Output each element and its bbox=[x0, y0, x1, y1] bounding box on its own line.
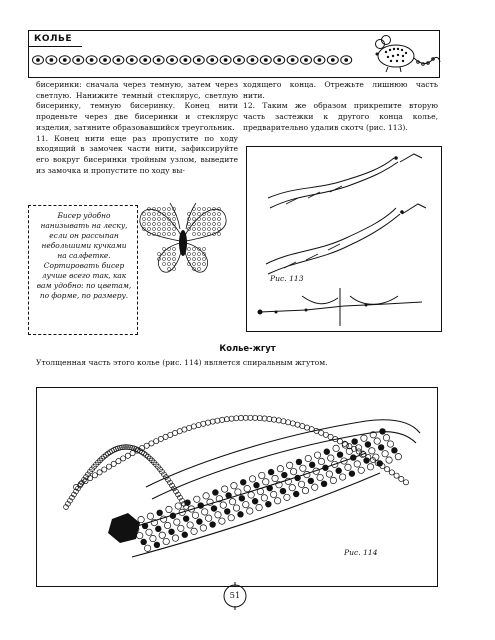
strand-bead bbox=[403, 480, 408, 485]
chain-bead-center bbox=[291, 59, 294, 62]
dark-bead bbox=[183, 515, 189, 521]
strand-bead bbox=[121, 456, 126, 461]
butterfly-bead bbox=[172, 252, 175, 255]
butterfly-bead bbox=[217, 222, 220, 225]
butterfly-bead bbox=[167, 262, 170, 265]
section-title: КОЛЬЕ bbox=[34, 34, 72, 44]
light-bead bbox=[175, 503, 181, 509]
butterfly-bead bbox=[162, 247, 165, 250]
tip-text bbox=[36, 211, 132, 301]
butterfly-bead bbox=[187, 247, 190, 250]
light-bead bbox=[274, 498, 280, 504]
light-bead bbox=[220, 502, 226, 508]
light-bead bbox=[302, 487, 308, 493]
dark-bead bbox=[365, 441, 371, 447]
light-bead bbox=[263, 479, 269, 485]
light-bead bbox=[192, 512, 198, 518]
butterfly-bead bbox=[212, 227, 215, 230]
dark-bead bbox=[268, 469, 274, 475]
butterfly-bead bbox=[167, 232, 170, 235]
butterfly-bead bbox=[162, 232, 165, 235]
dark-bead bbox=[391, 447, 397, 453]
chain-bead-center bbox=[264, 59, 267, 62]
butterfly-bead bbox=[202, 217, 205, 220]
strand-bead bbox=[102, 467, 107, 472]
strand-bead bbox=[220, 417, 225, 422]
butterfly-bead bbox=[192, 232, 195, 235]
dark-bead bbox=[182, 532, 188, 538]
strand-bead bbox=[281, 419, 286, 424]
tip-line: Бисер удобно нанизывать на леску, если он рассыпан небольшими кучками на салфетке. bbox=[40, 211, 128, 260]
butterfly-bead bbox=[192, 212, 195, 215]
butterfly-bead bbox=[217, 217, 220, 220]
light-bead bbox=[249, 476, 255, 482]
butterfly-bead bbox=[157, 232, 160, 235]
dark-bead bbox=[239, 495, 245, 501]
light-bead bbox=[272, 475, 278, 481]
light-bead bbox=[330, 477, 336, 483]
chain-bead-center bbox=[117, 59, 120, 62]
light-bead bbox=[138, 516, 144, 522]
chain-bead-center bbox=[345, 59, 348, 62]
light-bead bbox=[382, 451, 388, 457]
butterfly-bead bbox=[217, 212, 220, 215]
butterfly-bead bbox=[202, 247, 205, 250]
light-bead bbox=[244, 485, 250, 491]
light-bead bbox=[261, 495, 267, 501]
light-bead bbox=[298, 481, 304, 487]
butterfly-bead bbox=[172, 257, 175, 260]
dark-bead bbox=[337, 451, 343, 457]
strand-bead bbox=[106, 464, 111, 469]
light-bead bbox=[205, 515, 211, 521]
light-bead bbox=[147, 513, 153, 519]
chain-bead-center bbox=[331, 59, 334, 62]
butterfly-bead bbox=[197, 207, 200, 210]
light-bead bbox=[328, 455, 334, 461]
dark-bead bbox=[378, 444, 384, 450]
butterfly-bead bbox=[207, 232, 210, 235]
light-bead bbox=[172, 535, 178, 541]
figure-114-label: Рис. 114 bbox=[344, 548, 378, 557]
butterfly-bead bbox=[167, 207, 170, 210]
butterfly-bead bbox=[172, 227, 175, 230]
dark-bead bbox=[296, 459, 302, 465]
butterfly-bead bbox=[197, 227, 200, 230]
butterfly-bead bbox=[157, 212, 160, 215]
page-number: 51 bbox=[229, 590, 241, 600]
dark-bead bbox=[349, 470, 355, 476]
dark-bead bbox=[196, 518, 202, 524]
butterfly-bead bbox=[197, 212, 200, 215]
chain-bead-center bbox=[197, 59, 200, 62]
chain-bead-center bbox=[305, 59, 308, 62]
butterfly-bead bbox=[152, 227, 155, 230]
butterfly-bead bbox=[202, 207, 205, 210]
butterfly-bead bbox=[197, 217, 200, 220]
chain-bead-center bbox=[184, 59, 187, 62]
strand-bead bbox=[92, 473, 97, 478]
light-bead bbox=[229, 499, 235, 505]
butterfly-bead bbox=[187, 222, 190, 225]
dark-bead bbox=[156, 510, 162, 516]
butterfly-bead bbox=[172, 247, 175, 250]
butterfly-bead bbox=[217, 232, 220, 235]
light-bead bbox=[318, 458, 324, 464]
dark-bead bbox=[170, 513, 176, 519]
dark-bead bbox=[140, 539, 146, 545]
butterfly-bead bbox=[162, 217, 165, 220]
dark-bead bbox=[363, 457, 369, 463]
butterfly-bead bbox=[147, 217, 150, 220]
light-bead bbox=[374, 438, 380, 444]
bead-chain-ornament bbox=[30, 52, 360, 68]
chain-bead-center bbox=[50, 59, 53, 62]
strand-bead bbox=[116, 459, 121, 464]
light-bead bbox=[386, 457, 392, 463]
strand-bead bbox=[394, 473, 399, 478]
beaded-mouse-illustration bbox=[366, 32, 442, 74]
dark-bead bbox=[281, 472, 287, 478]
butterfly-bead bbox=[192, 257, 195, 260]
light-bead bbox=[317, 474, 323, 480]
tip-line: Сортировать бисер лучше всего так, как вам удобно: по цветам, по форме, по размеру. bbox=[36, 261, 132, 300]
light-bead bbox=[259, 472, 265, 478]
butterfly-bead bbox=[147, 227, 150, 230]
light-bead bbox=[270, 491, 276, 497]
chain-bead-center bbox=[77, 59, 80, 62]
butterfly-bead bbox=[212, 217, 215, 220]
light-bead bbox=[215, 512, 221, 518]
paragraph: 12. Таким же образом прикрепите вторую часть застежки к другого конца колье, предварительно удалив скотч (рис. 113). bbox=[243, 101, 438, 132]
chain-bead-center bbox=[130, 59, 133, 62]
butterfly-bead bbox=[167, 227, 170, 230]
dark-bead bbox=[237, 511, 243, 517]
dark-bead bbox=[209, 521, 215, 527]
light-bead bbox=[203, 493, 209, 499]
dark-bead bbox=[142, 523, 148, 529]
butterfly-bead bbox=[207, 217, 210, 220]
paragraph: 11. Конец нити еще раз пропустите по ходу входящий в замочек части нити, зафиксируйте его вокруг бисеринки тройным узлом, выведите из замочка и пропустите по ходу вы- bbox=[36, 133, 238, 175]
dark-bead bbox=[351, 438, 357, 444]
dark-bead bbox=[129, 520, 135, 526]
butterfly-bead bbox=[162, 207, 165, 210]
light-bead bbox=[342, 442, 348, 448]
butterfly-bead bbox=[152, 212, 155, 215]
butterfly-bead bbox=[142, 217, 145, 220]
light-bead bbox=[367, 464, 373, 470]
butterfly-bead bbox=[167, 267, 170, 270]
butterfly-bead bbox=[152, 217, 155, 220]
light-bead bbox=[233, 505, 239, 511]
light-bead bbox=[286, 462, 292, 468]
dark-bead bbox=[154, 542, 160, 548]
dark-bead bbox=[308, 478, 314, 484]
butterfly-bead bbox=[197, 257, 200, 260]
light-bead bbox=[289, 484, 295, 490]
light-bead bbox=[146, 529, 152, 535]
butterfly-bead bbox=[207, 207, 210, 210]
butterfly-bead bbox=[157, 252, 160, 255]
light-bead bbox=[247, 508, 253, 514]
chain-bead-center bbox=[63, 59, 66, 62]
dark-bead bbox=[309, 462, 315, 468]
butterfly-bead bbox=[162, 227, 165, 230]
butterfly-bead bbox=[197, 222, 200, 225]
butterfly-bead bbox=[172, 232, 175, 235]
butterfly-bead bbox=[162, 222, 165, 225]
intro-text: Утолщенная часть этого колье (рис. 114) является спиральным жгутом. bbox=[36, 358, 328, 367]
butterfly-bead bbox=[167, 212, 170, 215]
butterfly-bead bbox=[197, 252, 200, 255]
light-bead bbox=[387, 441, 393, 447]
dark-bead bbox=[280, 488, 286, 494]
light-bead bbox=[231, 482, 237, 488]
strand-bead bbox=[276, 418, 281, 423]
light-bead bbox=[358, 467, 364, 473]
strand-bead bbox=[337, 439, 342, 444]
butterfly-bead bbox=[197, 267, 200, 270]
dark-bead bbox=[324, 449, 330, 455]
dark-bead bbox=[168, 529, 174, 535]
dark-bead bbox=[267, 485, 273, 491]
chain-bead-center bbox=[211, 59, 214, 62]
butterfly-bead bbox=[147, 222, 150, 225]
chain-bead-center bbox=[90, 59, 93, 62]
dark-bead bbox=[155, 526, 161, 532]
butterfly-bead bbox=[202, 227, 205, 230]
butterfly-bead bbox=[207, 222, 210, 225]
strand-bead bbox=[271, 417, 276, 422]
chain-bead-center bbox=[278, 59, 281, 62]
dark-bead bbox=[184, 499, 190, 505]
dark-bead bbox=[335, 468, 341, 474]
light-bead bbox=[339, 474, 345, 480]
butterfly-bead bbox=[217, 227, 220, 230]
butterfly-bead bbox=[147, 212, 150, 215]
butterfly-bead bbox=[192, 252, 195, 255]
light-bead bbox=[312, 484, 318, 490]
dark-bead bbox=[265, 501, 271, 507]
chain-bead-center bbox=[157, 59, 160, 62]
butterfly-bead bbox=[192, 227, 195, 230]
right-column-text bbox=[243, 80, 438, 134]
light-bead bbox=[159, 532, 165, 538]
dark-bead bbox=[322, 465, 328, 471]
butterfly-bead bbox=[157, 222, 160, 225]
strand-bead bbox=[385, 467, 390, 472]
light-bead bbox=[163, 538, 169, 544]
light-bead bbox=[174, 519, 180, 525]
chain-bead-center bbox=[251, 59, 254, 62]
dark-bead bbox=[321, 481, 327, 487]
light-bead bbox=[202, 509, 208, 515]
chain-bead-center bbox=[104, 59, 107, 62]
butterfly-bead bbox=[197, 232, 200, 235]
strand-bead bbox=[389, 470, 394, 475]
dark-bead bbox=[252, 498, 258, 504]
paragraph: бисеринки: сначала через темную, затем через светлую. Нанижите темный стеклярус, светлую бисеринку, темную бисеринку. Конец нити проденьте через две бисеринки и стеклярус изделия, затяните образовавшийся треугольник. bbox=[36, 80, 238, 132]
light-bead bbox=[191, 528, 197, 534]
paragraph: ходящего конца. Отрежьте лишнюю часть нити. bbox=[243, 80, 438, 100]
light-bead bbox=[300, 465, 306, 471]
dark-bead bbox=[224, 508, 230, 514]
light-bead bbox=[200, 525, 206, 531]
light-bead bbox=[166, 506, 172, 512]
light-bead bbox=[221, 486, 227, 492]
light-bead bbox=[219, 518, 225, 524]
dark-bead bbox=[377, 460, 383, 466]
butterfly-bead bbox=[197, 262, 200, 265]
butterfly-bead bbox=[202, 262, 205, 265]
light-bead bbox=[256, 504, 262, 510]
light-bead bbox=[164, 522, 170, 528]
butterfly-bead bbox=[202, 257, 205, 260]
chain-bead-center bbox=[171, 59, 174, 62]
light-bead bbox=[326, 471, 332, 477]
butterfly-bead bbox=[212, 212, 215, 215]
light-bead bbox=[277, 466, 283, 472]
light-bead bbox=[228, 515, 234, 521]
butterfly-bead bbox=[167, 257, 170, 260]
butterfly-bead bbox=[172, 212, 175, 215]
chain-bead-center bbox=[37, 59, 40, 62]
light-bead bbox=[144, 545, 150, 551]
butterfly-bead bbox=[152, 222, 155, 225]
butterfly-bead bbox=[187, 252, 190, 255]
strand-bead bbox=[286, 420, 291, 425]
dark-bead bbox=[253, 482, 259, 488]
dark-bead bbox=[294, 475, 300, 481]
strand-bead bbox=[210, 419, 215, 424]
light-bead bbox=[194, 496, 200, 502]
light-bead bbox=[248, 492, 254, 498]
light-bead bbox=[178, 525, 184, 531]
butterfly-bead bbox=[157, 217, 160, 220]
strand-bead bbox=[205, 420, 210, 425]
butterfly-bead bbox=[192, 247, 195, 250]
figure-113-clasp-diagram bbox=[246, 146, 440, 330]
butterfly-bead bbox=[202, 232, 205, 235]
butterfly-bead bbox=[157, 227, 160, 230]
butterfly-bead bbox=[167, 222, 170, 225]
light-bead bbox=[150, 535, 156, 541]
dark-bead bbox=[293, 491, 299, 497]
butterfly-bead bbox=[162, 252, 165, 255]
light-bead bbox=[369, 448, 375, 454]
dark-bead bbox=[225, 492, 231, 498]
chain-bead-center bbox=[224, 59, 227, 62]
light-bead bbox=[290, 468, 296, 474]
strand-bead bbox=[130, 451, 135, 456]
butterfly-bead bbox=[187, 257, 190, 260]
light-bead bbox=[395, 453, 401, 459]
butterfly-bead bbox=[157, 207, 160, 210]
light-bead bbox=[243, 501, 249, 507]
light-bead bbox=[305, 455, 311, 461]
dark-bead bbox=[350, 454, 356, 460]
beaded-butterfly-illustration bbox=[134, 197, 232, 281]
light-bead bbox=[137, 532, 143, 538]
butterfly-bead bbox=[192, 217, 195, 220]
butterfly-bead bbox=[142, 222, 145, 225]
chain-bead-center bbox=[318, 59, 321, 62]
light-bead bbox=[314, 452, 320, 458]
dark-bead bbox=[240, 479, 246, 485]
butterfly-bead bbox=[167, 252, 170, 255]
butterfly-bead bbox=[172, 217, 175, 220]
chain-bead-center bbox=[144, 59, 147, 62]
light-bead bbox=[383, 435, 389, 441]
light-bead bbox=[345, 464, 351, 470]
butterfly-bead bbox=[162, 257, 165, 260]
butterfly-bead bbox=[192, 262, 195, 265]
figure-113-label: Рис. 113 bbox=[270, 274, 304, 283]
light-bead bbox=[333, 445, 339, 451]
subsection-title: Колье-жгут bbox=[219, 343, 276, 353]
light-bead bbox=[361, 435, 367, 441]
light-bead bbox=[284, 494, 290, 500]
butterfly-bead bbox=[162, 262, 165, 265]
light-bead bbox=[354, 461, 360, 467]
dark-bead bbox=[212, 489, 218, 495]
strand-bead bbox=[399, 476, 404, 481]
strand-bead bbox=[215, 418, 220, 423]
butterfly-bead bbox=[172, 262, 175, 265]
butterfly-bead bbox=[212, 222, 215, 225]
strand-bead bbox=[201, 421, 206, 426]
dark-bead bbox=[198, 502, 204, 508]
butterfly-bead bbox=[202, 222, 205, 225]
strand-bead bbox=[111, 461, 116, 466]
dark-bead bbox=[379, 428, 385, 434]
light-bead bbox=[187, 522, 193, 528]
butterfly-bead bbox=[142, 212, 145, 215]
strand-bead bbox=[97, 470, 102, 475]
strand-bead bbox=[125, 453, 130, 458]
chain-bead-center bbox=[238, 59, 241, 62]
butterfly-bead bbox=[207, 212, 210, 215]
dark-bead bbox=[211, 505, 217, 511]
butterfly-bead bbox=[207, 227, 210, 230]
left-column-text bbox=[36, 80, 238, 176]
